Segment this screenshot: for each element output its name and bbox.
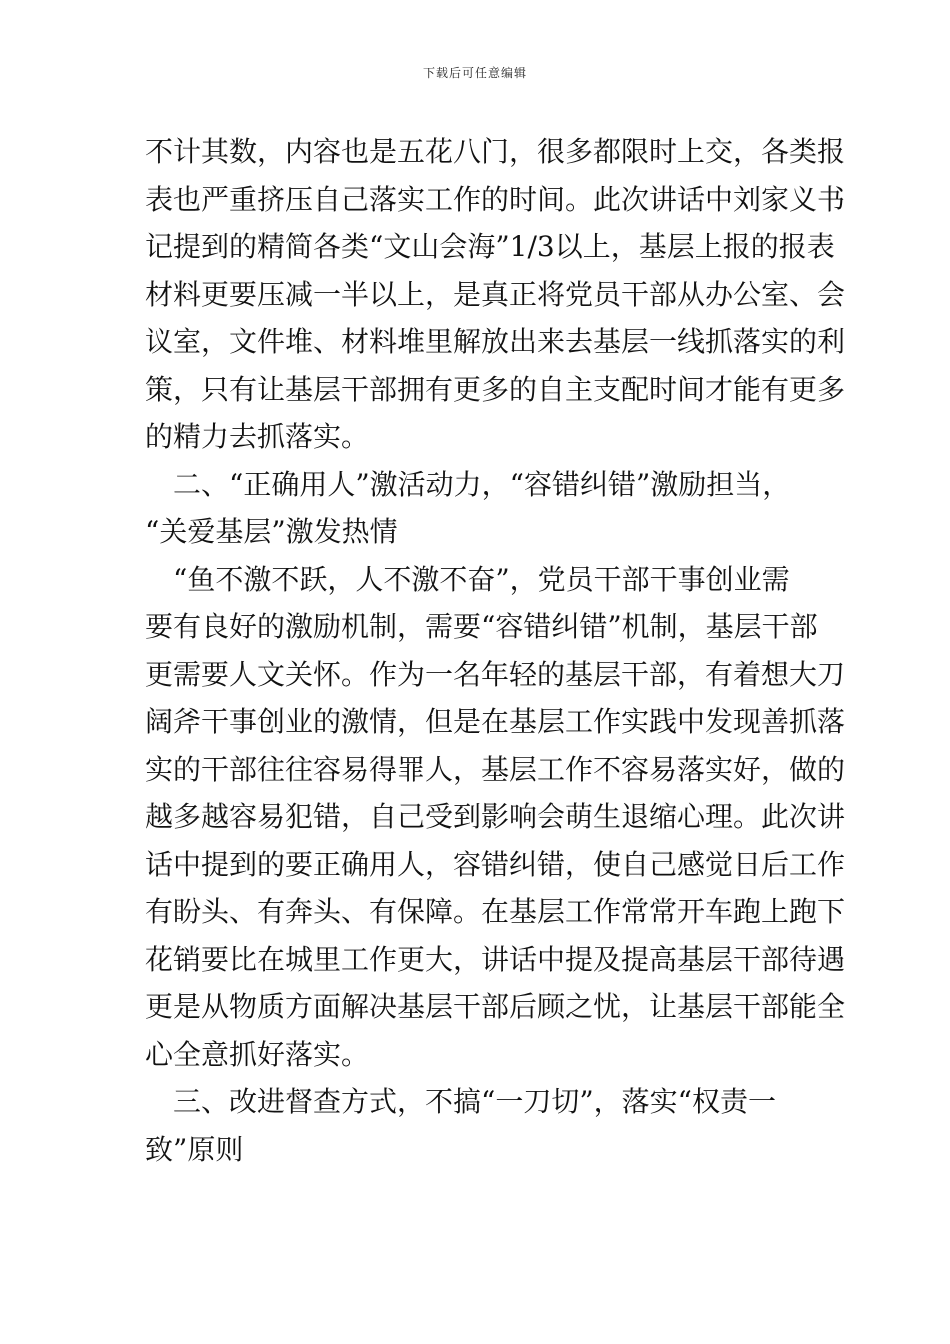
text-line: 更是从物质方面解决基层干部后顾之忧，让基层干部能全 bbox=[145, 990, 846, 1023]
text-line: 心全意抓好落实。 bbox=[145, 1037, 370, 1071]
section-heading-2-cont: “关爱基层”激发热情 bbox=[145, 515, 398, 548]
text-line: 材料更要压减一半以上，是真正将党员干部从办公室、会 bbox=[145, 277, 846, 311]
text-line: 不计其数，内容也是五花八门，很多都限时上交，各类报 bbox=[145, 135, 846, 168]
text-line: 有盼头、有奔头、有保障。在基层工作常常开车跑上跑下 bbox=[145, 895, 846, 928]
text-line: 表也严重挤压自己落实工作的时间。此次讲话中刘家义书 bbox=[145, 182, 846, 216]
text-line: 更需要人文关怀。作为一名年轻的基层干部，有着想大刀 bbox=[145, 657, 846, 691]
text-line: 记提到的精简各类“文山会海”1/3以上，基层上报的报表 bbox=[145, 230, 835, 263]
text-line: 的精力去抓落实。 bbox=[145, 420, 370, 453]
document-body bbox=[145, 128, 846, 1173]
text-line: 策，只有让基层干部拥有更多的自主支配时间才能有更多 bbox=[145, 372, 846, 406]
text-line: 议室，文件堆、材料堆里解放出来去基层一线抓落实的利 bbox=[145, 325, 846, 358]
text-line: 花销要比在城里工作更大，讲话中提及提高基层干部待遇 bbox=[145, 942, 846, 976]
section-heading-2: 二、“正确用人”激活动力，“容错纠错”激励担当， bbox=[173, 467, 791, 501]
text-line: “鱼不激不跃，人不激不奋”，党员干部干事创业需 bbox=[173, 562, 790, 596]
text-line: 越多越容易犯错，自己受到影响会萌生退缩心理。此次讲 bbox=[145, 800, 846, 833]
text-line: 阔斧干事创业的激情，但是在基层工作实践中发现善抓落 bbox=[145, 705, 846, 738]
text-line: 要有良好的激励机制，需要“容错纠错”机制，基层干部 bbox=[145, 610, 818, 643]
text-line: 实的干部往往容易得罪人，基层工作不容易落实好，做的 bbox=[145, 752, 846, 786]
header-note: 下载后可任意编辑 bbox=[422, 66, 527, 80]
section-heading-3: 三、改进督查方式，不搞“一刀切”，落实“权责一 bbox=[173, 1085, 776, 1118]
section-heading-3-cont: 致”原则 bbox=[145, 1132, 244, 1166]
text-line: 话中提到的要正确用人，容错纠错，使自己感觉日后工作 bbox=[145, 847, 846, 881]
